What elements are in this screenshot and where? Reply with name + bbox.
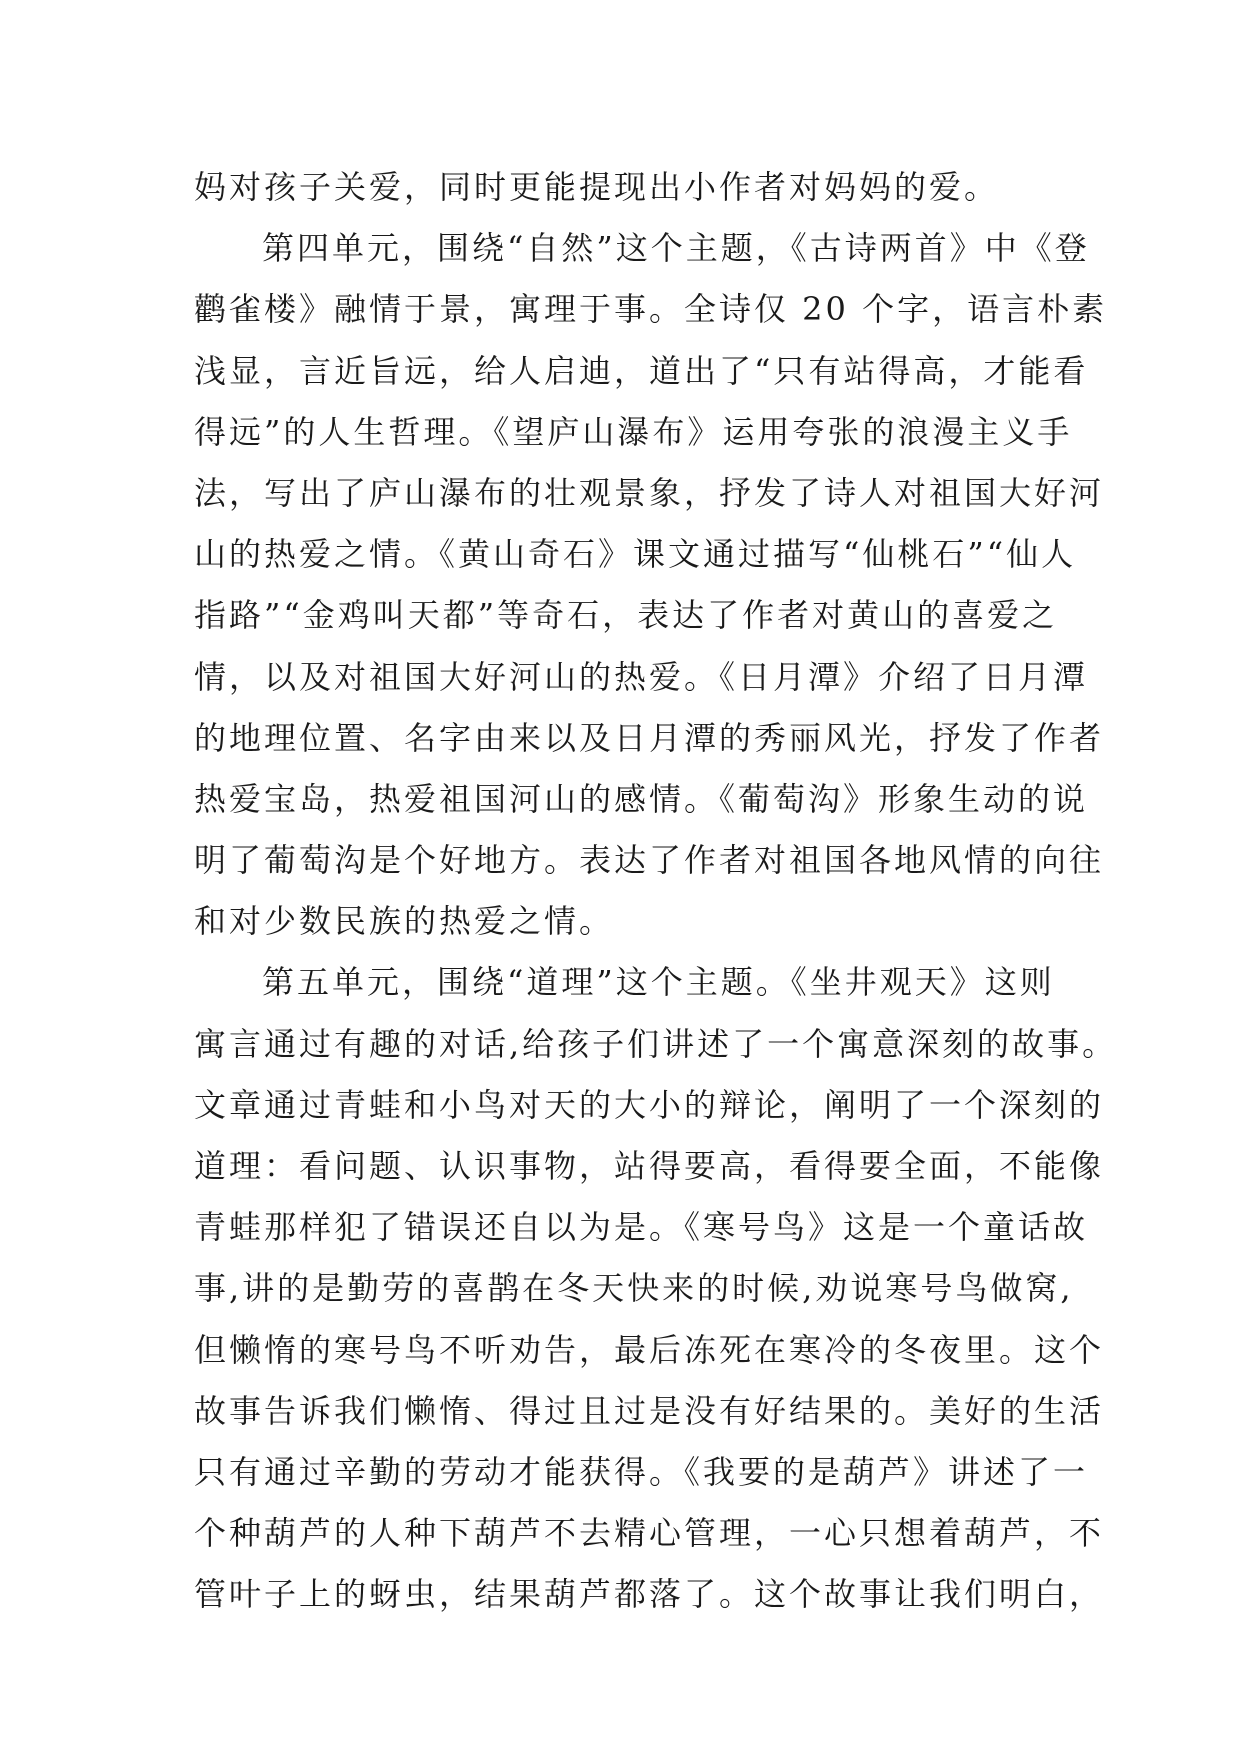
text-line: 情，以及对祖国大好河山的热爱。《日月潭》介绍了日月潭 [194,657,1089,696]
text-line: 山的热爱之情。《黄山奇石》课文通过描写“仙桃石”“仙人 [194,535,1077,574]
text-line: 和对少数民族的热爱之情。 [194,902,615,941]
text-line: 事,讲的是勤劳的喜鹊在冬天快来的时候,劝说寒号鸟做窝, [194,1269,1074,1308]
text-line: 个种葫芦的人种下葫芦不去精心管理，一心只想着葫芦，不 [194,1514,1105,1553]
text-line: 鹳雀楼》融情于景，寓理于事。全诗仅 20 个字，语言朴素 [194,290,1108,329]
text-line: 明了葡萄沟是个好地方。表达了作者对祖国各地风情的向往 [194,841,1105,880]
text-line: 管叶子上的蚜虫，结果葫芦都落了。这个故事让我们明白， [194,1575,1105,1614]
text-line: 但懒惰的寒号鸟不听劝告，最后冻死在寒冷的冬夜里。这个 [194,1330,1105,1369]
text-line: 道理：看问题、认识事物，站得要高，看得要全面，不能像 [194,1147,1105,1185]
paragraph-start-line: 第四单元，围绕“自然”这个主题，《古诗两首》中《登 [262,229,1090,268]
text-line: 热爱宝岛，热爱祖国河山的感情。《葡萄沟》形象生动的说 [194,779,1089,818]
text-line: 寓言通过有趣的对话,给孩子们讲述了一个寓意深刻的故事。 [194,1024,1118,1063]
text-line: 只有通过辛勤的劳动才能获得。《我要的是葫芦》讲述了一 [194,1452,1089,1491]
text-line: 青蛙那样犯了错误还自以为是。《寒号鸟》这是一个童话故 [194,1208,1089,1247]
text-line: 得远”的人生哲理。《望庐山瀑布》运用夸张的浪漫主义手 [194,412,1073,451]
text-line: 妈对孩子关爱，同时更能提现出小作者对妈妈的爱。 [194,168,1000,206]
text-line: 浅显，言近旨远，给人启迪，道出了“只有站得高，才能看 [194,351,1089,390]
text-line: 故事告诉我们懒惰、得过且过是没有好结果的。美好的生活 [194,1391,1105,1430]
text-line: 文章通过青蛙和小鸟对天的大小的辩论，阐明了一个深刻的 [194,1085,1105,1124]
paragraph-start-line: 第五单元，围绕“道理”这个主题。《坐井观天》这则 [262,963,1055,1002]
text-line: 指路”“金鸡叫天都”等奇石，表达了作者对黄山的喜爱之 [194,596,1058,635]
text-line: 法，写出了庐山瀑布的壮观景象，抒发了诗人对祖国大好河 [194,473,1105,512]
body-text [194,157,1118,1626]
text-line: 的地理位置、名字由来以及日月潭的秀丽风光，抒发了作者 [194,718,1105,757]
